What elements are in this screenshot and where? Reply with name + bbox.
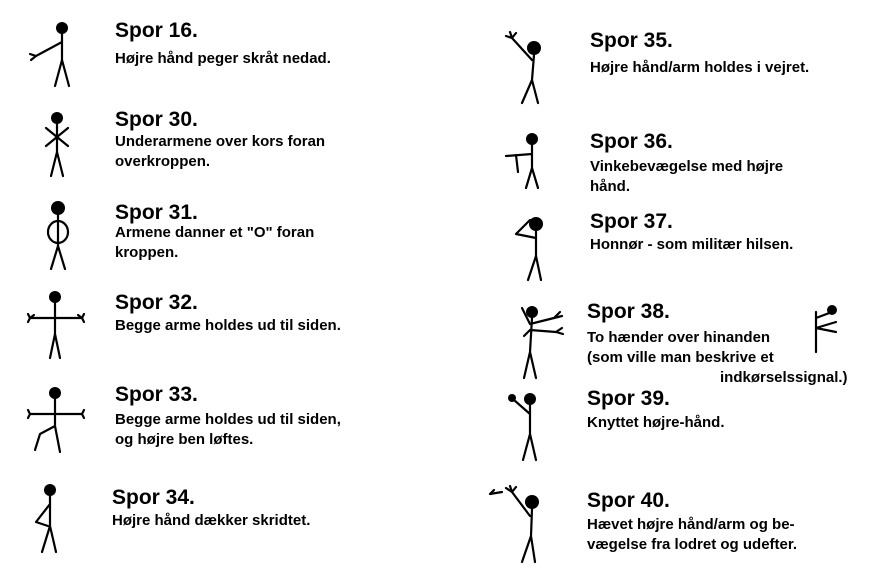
entry-title: Spor 40.	[587, 489, 670, 512]
entry-description: To hænder over hinanden	[587, 329, 771, 346]
stick-figure-raised-arm-motion-icon	[488, 484, 548, 564]
entry-description: Underarmene over kors foran	[115, 133, 326, 150]
entry-title: Spor 36.	[590, 130, 673, 153]
stick-figure-fist-icon	[502, 388, 548, 462]
stick-figure-leg-raised-icon	[26, 384, 86, 456]
entry-title: Spor 16.	[115, 19, 198, 42]
entry-title: Spor 37.	[590, 210, 673, 233]
entry-description: Begge arme holdes ud til siden.	[115, 317, 341, 334]
entry-description: Knyttet højre-hånd.	[587, 414, 725, 431]
entry-description: vægelse fra lodret og udefter.	[587, 536, 798, 553]
entry-description: Højre hånd dækker skridtet.	[112, 512, 311, 529]
stick-figure-hands-over-each-other-icon	[516, 300, 568, 380]
stick-figure-arms-out-icon	[26, 288, 86, 360]
small-signal-sketch-icon	[806, 302, 842, 354]
entry-title: Spor 31.	[115, 201, 198, 224]
entry-description: Højre hånd/arm holdes i vejret.	[590, 59, 810, 76]
entry-description: Vinkebevægelse med højre	[590, 158, 784, 175]
entry-description: Hævet højre hånd/arm og be-	[587, 516, 795, 533]
stick-figure-waving-icon	[500, 128, 550, 190]
entry-description: Begge arme holdes ud til siden,	[115, 411, 341, 428]
entry-title: Spor 32.	[115, 291, 198, 314]
entry-title: Spor 34.	[112, 486, 195, 509]
entry-description: Højre hånd peger skråt nedad.	[115, 50, 331, 67]
entry-title: Spor 35.	[590, 29, 673, 52]
stick-figure-hand-covering-icon	[28, 480, 68, 554]
stick-figure-saluting-icon	[508, 212, 548, 282]
entry-description: (som ville man beskrive et	[587, 349, 774, 366]
entry-title: Spor 33.	[115, 383, 198, 406]
entry-title: Spor 30.	[115, 108, 198, 131]
entry-description: Armene danner et "O" foran	[115, 224, 315, 241]
stick-figure-arm-raised-icon	[502, 30, 552, 105]
stick-figure-pointing-down-icon	[28, 18, 78, 88]
entry-description: indkørselssignal.)	[720, 369, 848, 386]
entry-description: hånd.	[590, 178, 630, 195]
entry-description: kroppen.	[115, 244, 179, 261]
entry-title: Spor 39.	[587, 387, 670, 410]
entry-description: overkroppen.	[115, 153, 211, 170]
stick-figure-arms-crossed-icon	[36, 108, 76, 178]
entry-description: og højre ben løftes.	[115, 431, 254, 448]
stick-figure-arms-o-icon	[38, 198, 78, 270]
entry-description: Honnør - som militær hilsen.	[590, 236, 794, 253]
entry-title: Spor 38.	[587, 300, 670, 323]
